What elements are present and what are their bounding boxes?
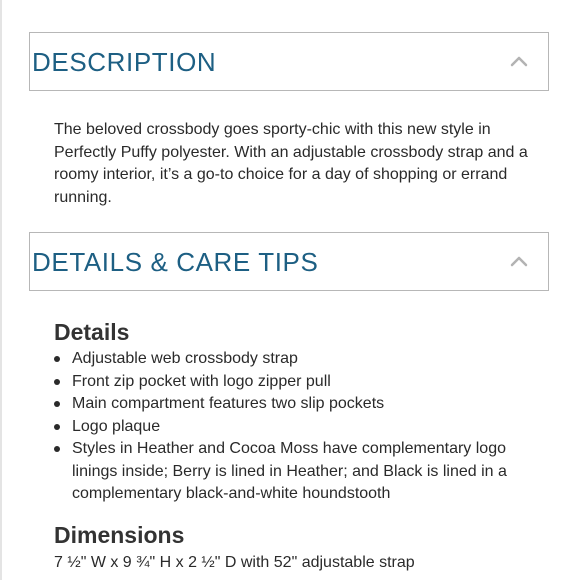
list-item: Main compartment features two slip pockets bbox=[54, 393, 554, 416]
details-list bbox=[54, 348, 554, 506]
description-accordion-header[interactable] bbox=[29, 32, 549, 91]
chevron-up-icon[interactable] bbox=[510, 55, 528, 67]
left-divider bbox=[0, 0, 2, 580]
dimensions-heading: Dimensions bbox=[54, 522, 185, 548]
list-item: Adjustable web crossbody strap bbox=[54, 348, 554, 371]
details-heading: Details bbox=[54, 319, 130, 345]
list-item: Front zip pocket with logo zipper pull bbox=[54, 371, 554, 394]
dimensions-text: 7 ½" W x 9 ¾" H x 2 ½" D with 52" adjustable strap bbox=[54, 554, 415, 571]
details-care-accordion-header[interactable] bbox=[29, 232, 549, 291]
details-care-title: DETAILS & CARE TIPS bbox=[32, 247, 319, 277]
description-text: The beloved crossbody goes sporty-chic with this new style in Perfectly Puffy polyester. With an adjustable crossbody strap and a roomy interior, it’s a go-to choice for a day of shopping or errand running. bbox=[54, 121, 528, 206]
list-item: Styles in Heather and Cocoa Moss have complementary logo linings inside; Berry is lined in Heather; and Black is lined in a complementary black-and-white houndstooth bbox=[54, 438, 554, 506]
description-title: DESCRIPTION bbox=[32, 47, 217, 77]
chevron-up-icon[interactable] bbox=[510, 255, 528, 267]
list-item: Logo plaque bbox=[54, 416, 554, 439]
